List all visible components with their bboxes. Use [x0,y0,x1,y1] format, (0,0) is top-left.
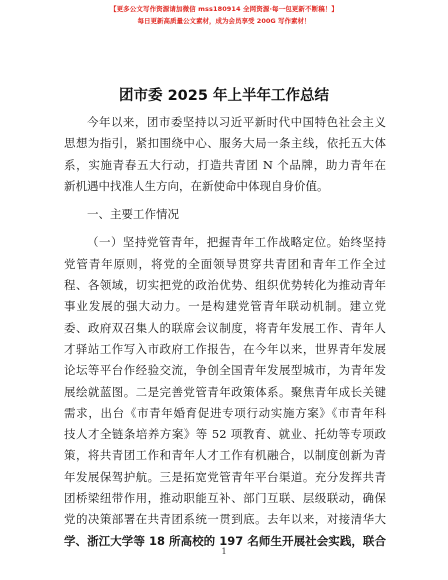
paragraph-gap [64,225,386,232]
page-number: 1 [221,547,227,556]
paragraph-2-line: 策，将共青团工作和青年人才工作有机融合，以制度创新为青 [64,448,386,463]
promo-banner [0,4,448,25]
paragraph-2-line: 学、浙江大学等 18 所高校的 197 名师生开展社会实践，联合 [64,533,386,548]
paragraph-1-line: 新机遇中找准人生方向，在新使命中体现自身价值。 [64,178,329,193]
promo-banner-line-2: 每日更新高质量公文素材，成为会员享受 200G 写作素材！ [137,17,311,25]
p1-plain-text: 系，实施青春五大行动，打造共青团 N 个品牌，助力青年在 [64,157,386,172]
paragraph-2-line: 才驿站工作写入市政府工作报告，在今年以来，世界青年发展 [64,341,386,356]
paragraph-2-line: 展绘就蓝图。二是完善党管青年政策体系。聚焦青年成长关键 [64,384,386,399]
section-heading: 一、主要工作情况 [87,207,179,222]
paragraph-1-line: 今年以来，团市委坚持以习近平新时代中国特色社会主义 [87,115,386,129]
document-body [64,112,386,552]
paragraph-2-line: 事业发展的强大动力。一是构建党管青年联动机制。建立党 [64,299,386,314]
paragraph-2-line: 程、各领域，切实把党的政治优势、组织优势转化为推动青年 [64,278,386,293]
paragraph-2-line: 党管青年原则，将党的全面领导贯穿共青团和青年工作全过 [64,256,386,271]
paragraph-2-line: 技人才全链条培养方案》等 52 项教育、就业、托幼等专项政 [64,427,386,442]
paragraph-2-line: （一）坚持党管青年，把握青年工作战略定位。始终坚持 [87,235,386,250]
paragraph-2-line: 团桥梁纽带作用，推动职能互补、部门互联、层级联动，确保 [64,491,386,506]
paragraph-1-line: 思想为指引，紧扣围绕中心、服务大局一条主线，依托五大体 [64,136,386,151]
paragraph-gap [64,197,386,204]
paragraph-2-line: 需求，出台《市青年婚育促进专项行动实施方案》《市青年科 [64,405,386,420]
paragraph-2-line: 年发展保驾护航。三是拓宽党管青年平台渠道。充分发挥共青 [64,469,386,484]
document-title: 团市委 2025 年上半年工作总结 [119,88,329,104]
paragraph-1-line-emphasis [64,155,386,176]
paragraph-2-line: 委、政府双召集人的联席会议制度，将青年发展工作、青年人 [64,320,386,335]
promo-banner-line-1: 【更多公文写作资源请加微信 mss180914 全网资源·每一包更新不断稿！】 [109,5,339,13]
paragraph-2-line: 论坛等平台作经验交流，争创全国青年发展型城市，为青年发 [64,363,386,378]
paragraph-2-line: 党的决策部署在共青团系统一贯到底。去年以来，对接清华大 [64,512,386,527]
